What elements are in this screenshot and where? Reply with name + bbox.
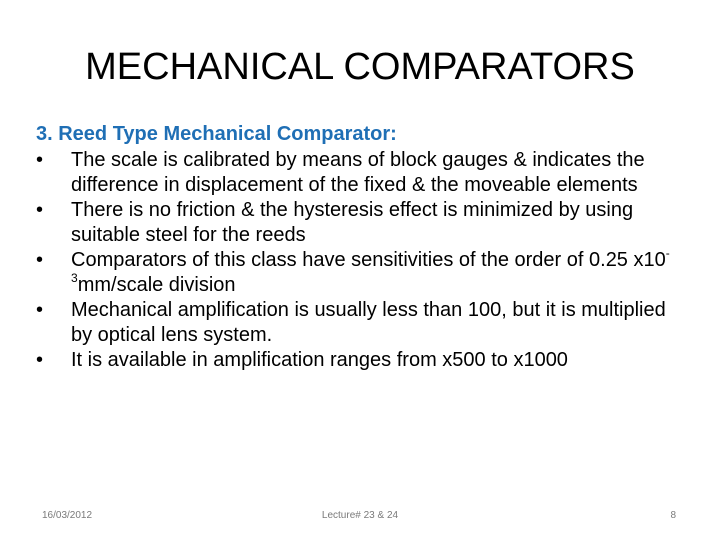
footer-page-number: 8 [670,510,676,521]
section-heading: 3. Reed Type Mechanical Comparator: [36,123,397,145]
bullet-icon: • [36,149,44,171]
slide-title: MECHANICAL COMPARATORS [85,46,635,88]
footer-date: 16/03/2012 [42,510,93,521]
bullet-icon: • [36,349,44,371]
footer-lecture-label: Lecture# 23 & 24 [321,510,399,521]
bullet-text: There is no friction & the hysteresis effect is minimized by using suitable steel for the reeds [71,199,634,246]
exponent-superscript: -3 [71,246,670,285]
bullet-text-before: Comparators of this class have sensitivities of the order of 0.25 x10 [71,249,666,271]
list-item [36,198,686,247]
list-item [36,148,686,197]
bullet-text: The scale is calibrated by means of block gauges & indicates the difference in displacement of the fixed & the moveable elements [71,149,645,196]
list-item [36,348,686,373]
bullet-icon: • [36,199,44,221]
slide-content [36,122,686,374]
bullet-text: It is available in amplification ranges from x500 to x1000 [71,349,568,371]
bullet-icon: • [36,249,44,271]
bullet-text-after: mm/scale division [77,273,236,296]
bullet-text: Mechanical amplification is usually less than 100, but it is multiplied by optical lens system. [71,299,666,346]
bullet-icon: • [36,299,44,321]
bullet-list [36,148,686,373]
bullet-text [71,246,670,296]
list-item [36,248,686,297]
list-item [36,298,686,347]
